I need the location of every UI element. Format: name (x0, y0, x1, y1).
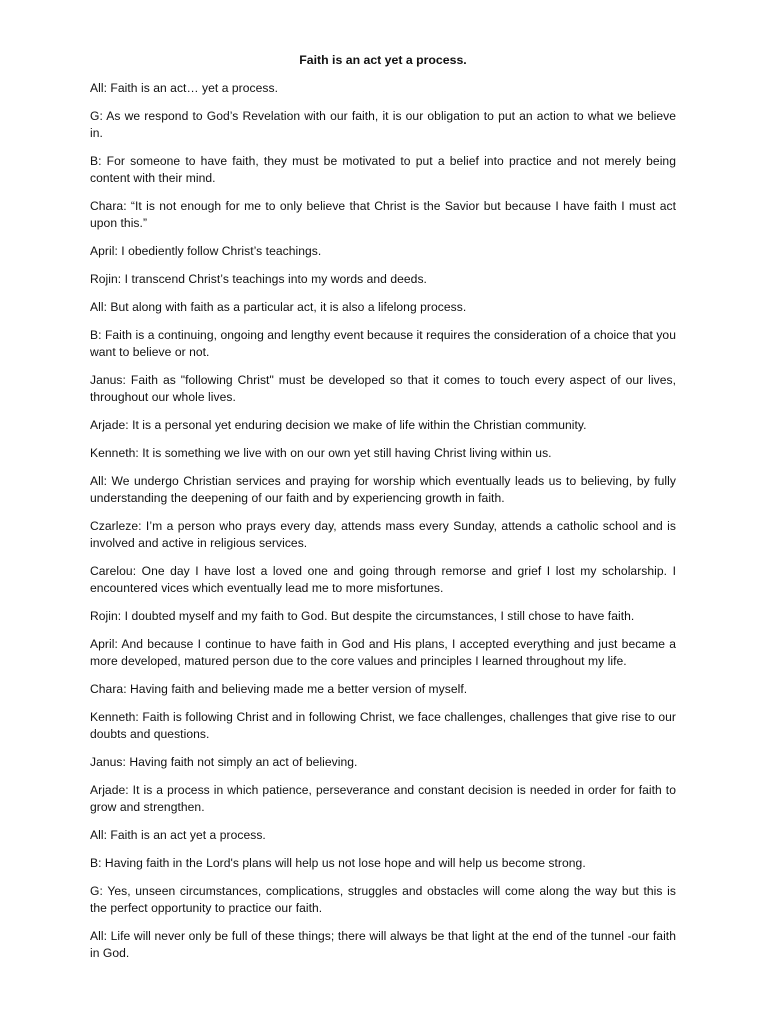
paragraph: Janus: Having faith not simply an act of believing. (90, 755, 358, 769)
paragraph: Arjade: It is a process in which patience, perseverance and constant decision is needed in order for faith to grow and strengthen. (90, 783, 676, 814)
paragraph: Arjade: It is a personal yet enduring decision we make of life within the Christian community. (90, 418, 587, 432)
paragraph: B: Having faith in the Lord's plans will help us not lose hope and will help us become strong. (90, 856, 586, 870)
paragraph: Chara: “It is not enough for me to only believe that Christ is the Savior but because I have faith I must act upon this.” (90, 199, 676, 230)
paragraph: B: For someone to have faith, they must be motivated to put a belief into practice and not merely being content with their mind. (90, 154, 676, 185)
paragraph: All: But along with faith as a particular act, it is also a lifelong process. (90, 300, 467, 314)
paragraph: All: Life will never only be full of these things; there will always be that light at the end of the tunnel -our faith in God. (90, 929, 676, 960)
paragraph: G: As we respond to God’s Revelation with our faith, it is our obligation to put an action to what we believe in. (90, 109, 676, 140)
paragraph: All: We undergo Christian services and praying for worship which eventually leads us to believing, by fully understanding the deepening of our faith and by experiencing growth in faith. (90, 474, 676, 505)
paragraph: Kenneth: Faith is following Christ and in following Christ, we face challenges, challenges that give rise to our doubts and questions. (90, 710, 676, 741)
paragraph: Rojin: I doubted myself and my faith to God. But despite the circumstances, I still chose to have faith. (90, 609, 635, 623)
document-page (90, 52, 676, 973)
paragraph: Czarleze: I’m a person who prays every day, attends mass every Sunday, attends a catholic school and is involved and active in religious services. (90, 519, 676, 550)
paragraph: Carelou: One day I have lost a loved one and going through remorse and grief I lost my scholarship. I encountered vices which eventually lead me to more misfortunes. (90, 564, 676, 595)
paragraph: April: I obediently follow Christ’s teachings. (90, 244, 322, 258)
document-title: Faith is an act yet a process. (299, 53, 467, 67)
paragraph: Rojin: I transcend Christ’s teachings into my words and deeds. (90, 272, 427, 286)
paragraph: Janus: Faith as "following Christ" must be developed so that it comes to touch every aspect of our lives, throughout our whole lives. (90, 373, 676, 404)
paragraph: All: Faith is an act yet a process. (90, 828, 266, 842)
paragraph: All: Faith is an act… yet a process. (90, 81, 278, 95)
paragraph: Chara: Having faith and believing made me a better version of myself. (90, 682, 468, 696)
paragraph: April: And because I continue to have faith in God and His plans, I accepted everything and just became a more developed, matured person due to the core values and principles I learned throughout my life. (90, 637, 676, 668)
paragraph: G: Yes, unseen circumstances, complications, struggles and obstacles will come along the way but this is the perfect opportunity to practice our faith. (90, 884, 676, 915)
paragraph: B: Faith is a continuing, ongoing and lengthy event because it requires the consideration of a choice that you want to believe or not. (90, 328, 676, 359)
paragraph: Kenneth: It is something we live with on our own yet still having Christ living within us. (90, 446, 552, 460)
